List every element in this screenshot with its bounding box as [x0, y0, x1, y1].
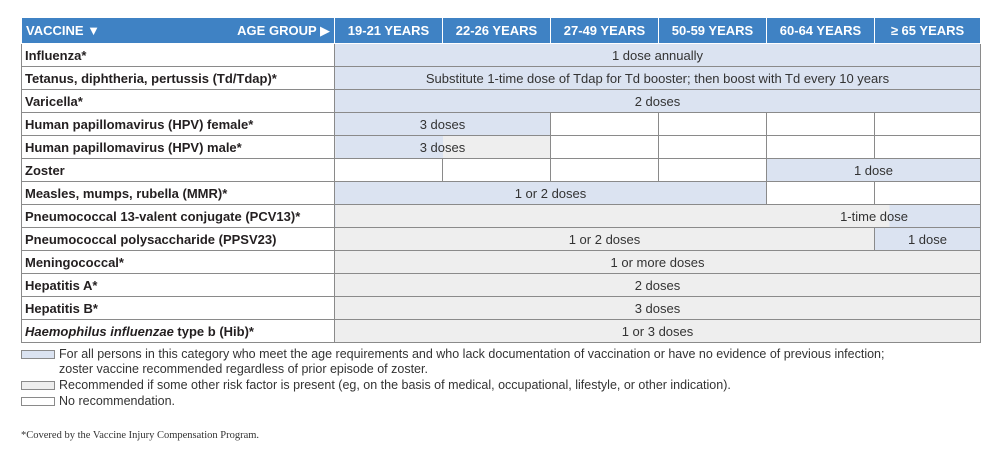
schedule-cell: 1 or 2 doses: [335, 182, 767, 205]
vaccine-column-label: VACCINE ▼: [26, 22, 101, 38]
vaccine-name: [22, 320, 335, 343]
schedule-cell: 2 doses: [335, 90, 981, 113]
schedule-cell: [443, 159, 551, 182]
table-row: [22, 297, 981, 320]
vaccine-name: Human papillomavirus (HPV) female*: [22, 113, 335, 136]
schedule-cell: 1 or more doses: [335, 251, 981, 274]
table-row: [22, 320, 981, 343]
age-group-65-plus: ≥ 65 YEARS: [875, 18, 981, 44]
schedule-cell: [659, 136, 767, 159]
vaccine-name: Pneumococcal polysaccharide (PPSV23): [22, 228, 335, 251]
schedule-cell: 2 doses: [335, 274, 981, 297]
legend-recommended-line2: zoster vaccine recommended regardless of prior episode of zoster.: [59, 362, 428, 376]
schedule-cell: 3 doses: [335, 136, 551, 159]
schedule-cell: 1 or 3 doses: [335, 320, 981, 343]
schedule-cell: [551, 113, 659, 136]
legend-recommended-line1: For all persons in this category who meet the age requirements and who lack documentation of vaccination or have no evidence of previous infection;: [59, 347, 885, 361]
schedule-cell: 1-time dose: [335, 205, 981, 228]
schedule-rows: [22, 44, 981, 343]
schedule-cell: [659, 113, 767, 136]
schedule-cell: [659, 159, 767, 182]
vaccine-name: Measles, mumps, rubella (MMR)*: [22, 182, 335, 205]
vaccine-name: Influenza*: [22, 44, 335, 67]
legend-swatch-risk: [21, 381, 55, 390]
immunization-schedule-table: [21, 17, 981, 343]
legend-item-risk: [21, 378, 981, 393]
vaccine-name: Pneumococcal 13-valent conjugate (PCV13)*: [22, 205, 335, 228]
schedule-cell: Substitute 1-time dose of Tdap for Td booster; then boost with Td every 10 years: [335, 67, 981, 90]
age-group-60-64: 60-64 YEARS: [767, 18, 875, 44]
table-row: [22, 44, 981, 67]
vaccine-name: Tetanus, diphtheria, pertussis (Td/Tdap)*: [22, 67, 335, 90]
schedule-cell: [875, 182, 981, 205]
schedule-cell: [767, 182, 875, 205]
vaccine-name: Human papillomavirus (HPV) male*: [22, 136, 335, 159]
schedule-cell: 1 dose: [875, 228, 981, 251]
vaccine-name: Meningococcal*: [22, 251, 335, 274]
legend-item-recommended: [21, 347, 981, 377]
table-row: [22, 67, 981, 90]
schedule-cell: [551, 136, 659, 159]
vaccine-name: Hepatitis B*: [22, 297, 335, 320]
schedule-cell: [767, 136, 875, 159]
schedule-cell: 3 doses: [335, 297, 981, 320]
table-row: [22, 159, 981, 182]
table-row: [22, 182, 981, 205]
schedule-cell: 1 dose: [767, 159, 981, 182]
table-row: [22, 136, 981, 159]
schedule-cell: 1 dose annually: [335, 44, 981, 67]
legend-none-text: No recommendation.: [59, 394, 176, 408]
vaccine-name: Varicella*: [22, 90, 335, 113]
vaccine-age-header: [22, 18, 335, 44]
footnote: *Covered by the Vaccine Injury Compensation Program.: [21, 430, 260, 441]
legend-item-none: [21, 394, 981, 409]
table-row: [22, 251, 981, 274]
schedule-cell: [551, 159, 659, 182]
legend-swatch-recommended: [21, 350, 55, 359]
table-row: [22, 228, 981, 251]
age-group-50-59: 50-59 YEARS: [659, 18, 767, 44]
schedule-cell: 1 or 2 doses: [335, 228, 875, 251]
vaccine-name-rest: type b (Hib)*: [173, 323, 254, 339]
age-group-22-26: 22-26 YEARS: [443, 18, 551, 44]
table-row: [22, 205, 981, 228]
vaccine-name-italic: Haemophilus influenzae: [25, 323, 174, 339]
schedule-cell: [875, 113, 981, 136]
vaccine-name: Hepatitis A*: [22, 274, 335, 297]
table-row: [22, 274, 981, 297]
schedule-cell: [875, 136, 981, 159]
legend: [21, 347, 981, 410]
schedule-cell: [335, 159, 443, 182]
table-row: [22, 90, 981, 113]
table-row: [22, 113, 981, 136]
legend-risk-text: Recommended if some other risk factor is present (eg, on the basis of medical, occupational, lifestyle, or other indication).: [59, 378, 731, 392]
age-group-27-49: 27-49 YEARS: [551, 18, 659, 44]
schedule-cell: [767, 113, 875, 136]
schedule-cell: 3 doses: [335, 113, 551, 136]
age-group-label: AGE GROUP ▶: [237, 22, 330, 38]
legend-swatch-none: [21, 397, 55, 406]
age-group-19-21: 19-21 YEARS: [335, 18, 443, 44]
header-row: [22, 18, 981, 44]
vaccine-name: Zoster: [22, 159, 335, 182]
